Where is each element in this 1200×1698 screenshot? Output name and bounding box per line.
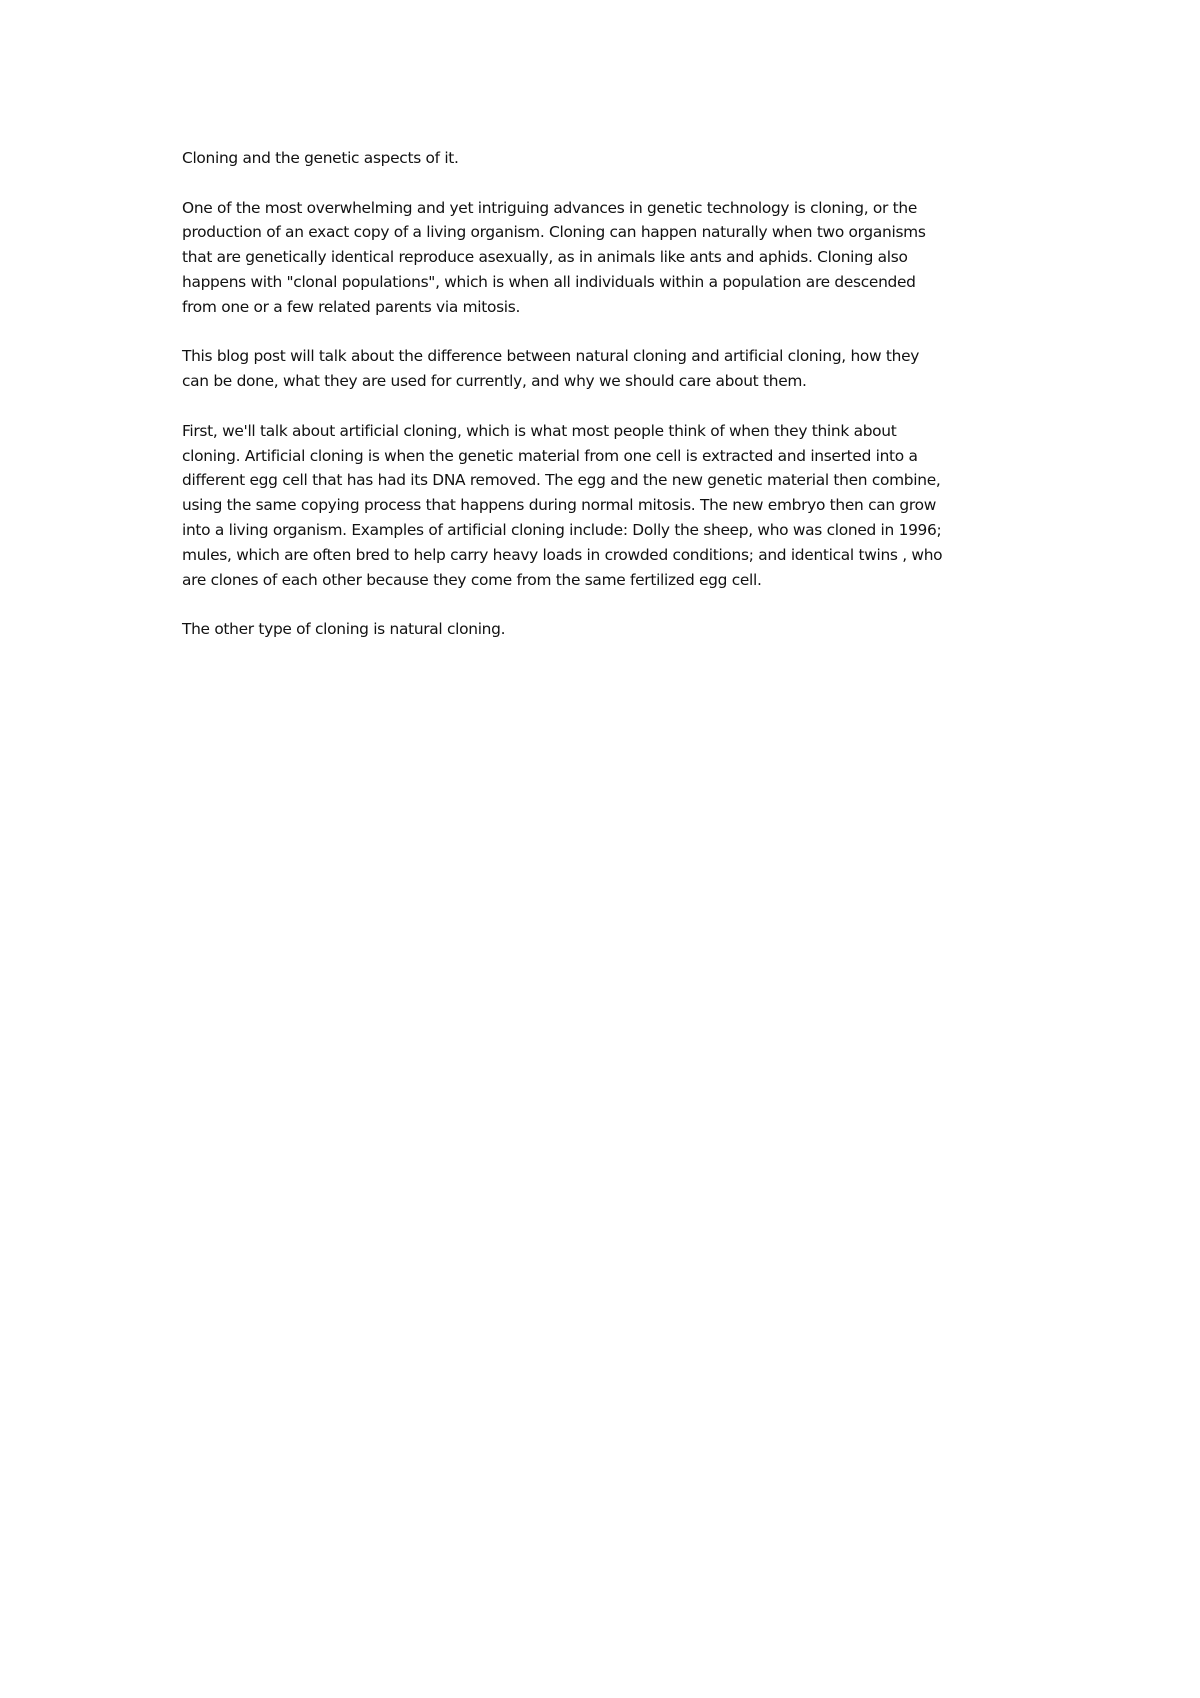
paragraph-line: One of the most overwhelming and yet intriguing advances in genetic technology is cloning, or the (182, 198, 917, 217)
paragraph-line: can be done, what they are used for currently, and why we should care about them. (182, 372, 807, 391)
paragraph-line: mules, which are often bred to help carry heavy loads in crowded conditions; and identical twins , who (182, 545, 943, 564)
paragraph-overview (182, 344, 1032, 394)
paragraph-line: happens with "clonal populations", which is when all individuals within a population are descended (182, 272, 916, 291)
paragraph-line: are clones of each other because they come from the same fertilized egg cell. (182, 570, 762, 589)
paragraph-line: production of an exact copy of a living organism. Cloning can happen naturally when two organisms (182, 223, 926, 242)
paragraph-line: that are genetically identical reproduce asexually, as in animals like ants and aphids. Cloning also (182, 248, 908, 267)
paragraph-line: using the same copying process that happens during normal mitosis. The new embryo then can grow (182, 496, 936, 515)
paragraph-natural-cloning (182, 617, 1032, 642)
document-title (182, 146, 1032, 171)
paragraph-line: into a living organism. Examples of artificial cloning include: Dolly the sheep, who was cloned in 1996; (182, 520, 942, 539)
paragraph-line: cloning. Artificial cloning is when the genetic material from one cell is extracted and inserted into a (182, 446, 918, 465)
paragraph-line: First, we'll talk about artificial cloning, which is what most people think of when they think about (182, 421, 897, 440)
paragraph-line: This blog post will talk about the difference between natural cloning and artificial cloning, how they (182, 347, 920, 366)
paragraph-artificial-cloning (182, 419, 1032, 593)
paragraph-line: The other type of cloning is natural cloning. (182, 620, 506, 639)
paragraph-intro (182, 196, 1032, 320)
document-body (182, 146, 1032, 667)
paragraph-line: different egg cell that has had its DNA removed. The egg and the new genetic material then combine, (182, 471, 941, 490)
document-title-text: Cloning and the genetic aspects of it. (182, 149, 459, 167)
paragraph-line: from one or a few related parents via mitosis. (182, 297, 521, 316)
